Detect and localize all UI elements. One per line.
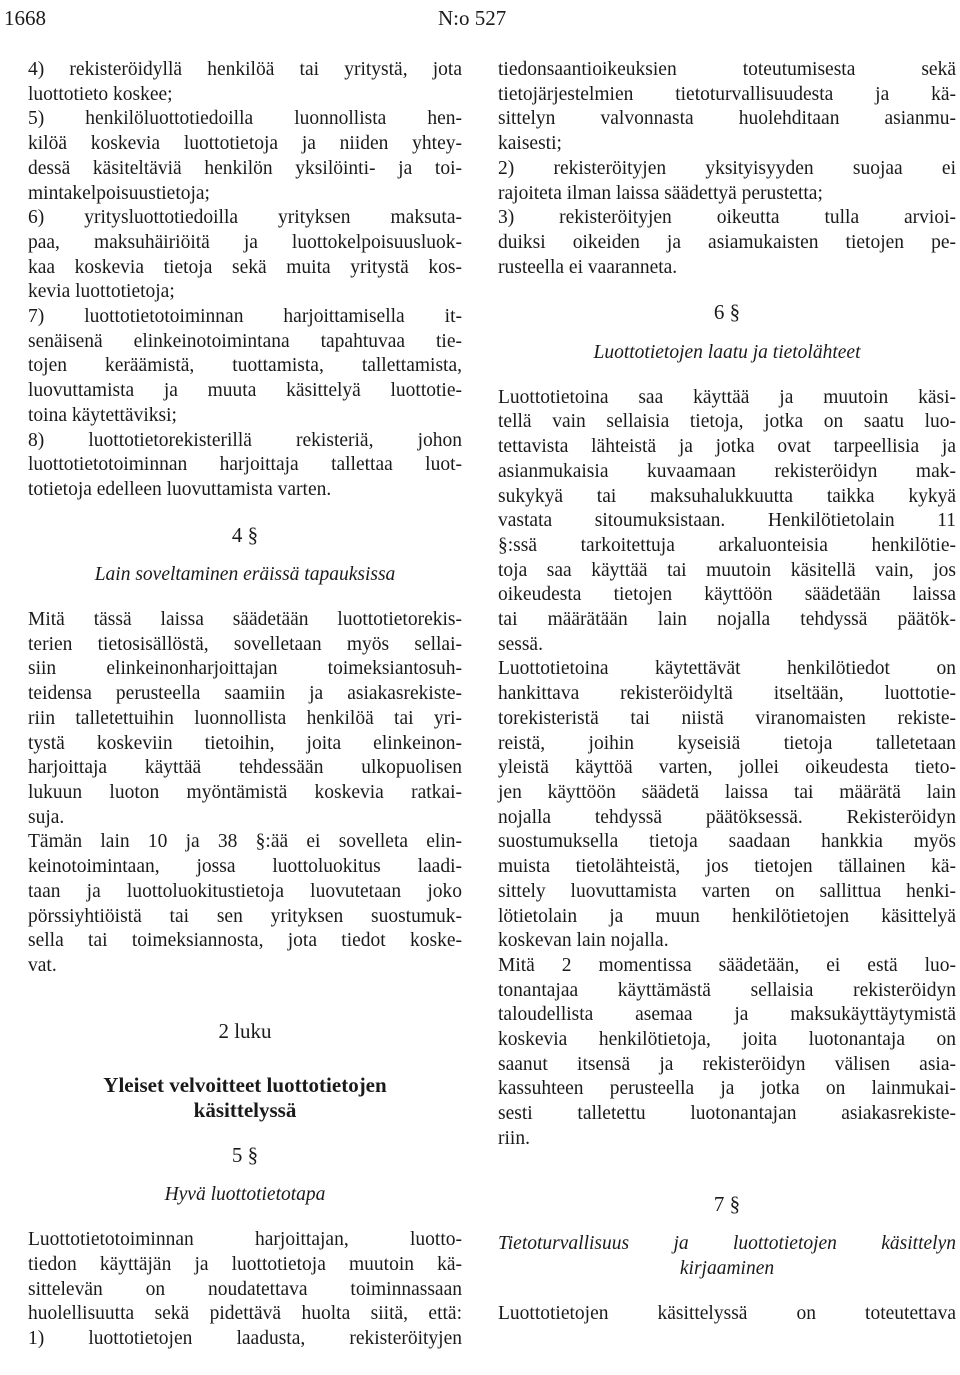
paragraph-line: pörssiyhtiöistä tai sen yrityksen suostumuk- (28, 905, 462, 927)
paragraph-line: mintakelpoisuustietoja; (28, 182, 210, 204)
paragraph-line: yleistä käyttöä varten, jollei oikeudesta tieto- (498, 757, 956, 779)
paragraph-line: siin elinkeinonharjoittajan toimeksiantosuh- (28, 658, 462, 680)
paragraph-line: 3) rekisteröityjen oikeutta tulla arvioi- (498, 207, 956, 229)
section-number: 7 § (713, 1191, 741, 1216)
paragraph-line: tettavista lähteistä ja jotka ovat tarpeellisia ja (498, 436, 956, 458)
section-number: 6 § (713, 300, 741, 325)
paragraph-line: Luottotietoina käytettävät henkilötiedot on (498, 658, 956, 680)
spacer (28, 1208, 462, 1228)
paragraph-line: oikeudesta tietojen käyttöön säädetään laissa (498, 584, 956, 606)
section-title: Luottotietojen laatu ja tietolähteet (593, 342, 861, 364)
spacer (498, 1216, 956, 1232)
paragraph-line: riin. (498, 1127, 530, 1149)
paragraph-line: Luottotietojen käsittelyssä on toteutettava (498, 1302, 956, 1324)
chapter-number: 2 luku (218, 1018, 272, 1043)
paragraph-line: rajoiteta ilman laissa säädettyä perustetta; (498, 182, 823, 204)
paragraph-line: sesti talletettu luotonantajan asiakasrekiste- (498, 1103, 956, 1125)
spacer (28, 1043, 462, 1073)
paragraph-line: huolellisuutta sekä pidettävä huolta siitä, että: (28, 1303, 462, 1325)
paragraph-line: luottotietotoiminnan harjoittaja tallettaa luot- (28, 454, 462, 476)
paragraph-line: lötietolain ja muun henkilötietojen käsittelyä (498, 905, 956, 927)
paragraph-line: harjoittaja käyttää tehdessään ulkopuolisen (28, 757, 462, 779)
paragraph-line: Tämän lain 10 ja 38 §:ää ei sovelleta elin- (28, 831, 462, 853)
spacer (498, 1152, 956, 1192)
paragraph-line: koskevia henkilötietoja, joita luotonantaja on (498, 1029, 956, 1051)
paragraph-line: tellä vain sellaisia tietoja, jotka on saatu luo- (498, 411, 956, 433)
paragraph-line: taloudellista asemaa ja maksukäyttäytymistä (498, 1004, 956, 1026)
paragraph-line: nojalla tehdyssä päätöksessä. Rekisteröidyn (498, 806, 956, 828)
paragraph-line: lukuun luoton myöntämistä koskevia ratkai- (28, 781, 462, 803)
paragraph-line: rusteella ei vaaranneta. (498, 256, 678, 278)
section-title: Lain soveltaminen eräissä tapauksissa (94, 564, 396, 586)
paragraph-line: hankittava rekisteröidyltä itseltään, luottotie- (498, 683, 956, 705)
section-title: Hyvä luottotietotapa (164, 1184, 326, 1206)
paragraph-line: 8) luottotietorekisterillä rekisteriä, johon (28, 429, 462, 451)
paragraph-line: torekisteristä tai niistä viranomaisten rekiste- (498, 707, 956, 729)
paragraph-line: luovuttamista ja muuta käsittelyä luottotie- (28, 380, 462, 402)
paragraph-line: sella tai toimeksiannosta, jota tiedot koske- (28, 930, 462, 952)
paragraph-line: senäisenä elinkeinotoimintana tapahtuvaa tie- (28, 330, 462, 352)
spacer (28, 547, 462, 563)
paragraph-line: Luottotietoina saa käyttää ja muutoin käsi- (498, 386, 956, 408)
paragraph-line: luottotieto koskee; (28, 83, 173, 105)
paragraph-line: tojen keräämistä, tuottamista, tallettamista, (28, 355, 462, 377)
paragraph-line: kaa koskevia tietoja sekä muita yritystä kos- (28, 256, 462, 278)
paragraph-line: sittelevän on noudatettava toiminnassaan (28, 1278, 462, 1300)
spacer (498, 280, 956, 300)
paragraph-line: §:ssä tarkoitettuja arkaluonteisia henkilötie- (498, 534, 956, 556)
paragraph-line: tietojärjestelmien tietoturvallisuudesta ja kä- (498, 83, 956, 105)
paragraph-line: asianmukaisia kuvaamaan rekisteröidyn mak- (498, 460, 956, 482)
paragraph-line: sukykyä tai maksuhalukkuutta taikka kykyä (498, 485, 956, 507)
spacer (28, 979, 462, 1019)
issue-number: N:o 527 (438, 6, 507, 30)
section-number: 4 § (231, 522, 259, 547)
left-column (28, 58, 462, 1352)
paragraph-line: paa, maksuhäiriöitä ja luottokelpoisuusluok- (28, 231, 462, 253)
paragraph-line: terien tietosisällöstä, sovelletaan myös sellai- (28, 633, 462, 655)
chapter-title: käsittelyssä (193, 1098, 297, 1123)
paragraph-line: muista tietolähteistä, jos tietojen tällainen kä- (498, 856, 956, 878)
paragraph-line: kassuhteen perusteella ja jotka on lainmukai- (498, 1078, 956, 1100)
paragraph-line: suja. (28, 806, 65, 828)
paragraph-line: reistä, joihin kyseisiä tietoja talletetaan (498, 732, 956, 754)
paragraph-line: sessä. (498, 633, 543, 655)
paragraph-line: 5) henkilöluottotiedoilla luonnollista hen- (28, 108, 462, 130)
paragraph-line: tystä koskeviin tietoihin, joita elinkeinon- (28, 732, 462, 754)
section-title: Tietoturvallisuus ja luottotietojen käsittelyn (498, 1233, 956, 1255)
paragraph-line: tiedon käyttäjän ja luottotietoja muutoin kä- (28, 1253, 462, 1275)
spacer (498, 325, 956, 341)
paragraph-line: duiksi oikeiden ja asiamukaisten tietojen pe- (498, 231, 956, 253)
paragraph-line: Luottotietotoiminnan harjoittajan, luotto- (28, 1229, 462, 1251)
spacer (28, 588, 462, 608)
paragraph-line: sittelyn valvonnasta huolehditaan asianmu- (498, 108, 956, 130)
paragraph-line: tiedonsaantioikeuksien toteutumisesta sekä (498, 59, 956, 80)
paragraph-line: saanut itsensä ja rekisteröidyn välisen asia- (498, 1053, 956, 1075)
page-number: 1668 (4, 6, 46, 30)
paragraph-line: Mitä 2 momentissa säädetään, ei estä luo- (498, 954, 956, 976)
paragraph-line: vat. (28, 954, 57, 976)
section-title: kirjaaminen (679, 1257, 775, 1279)
paragraph-line: tai määrätään lain nojalla tehdyssä päätök- (498, 609, 956, 631)
section-number: 5 § (231, 1142, 259, 1167)
paragraph-line: kilöä koskevia luottotietoja ja niiden yhtey- (28, 133, 462, 155)
paragraph-line: taan ja luottoluokitustietoja luovutetaan joko (28, 880, 462, 902)
paragraph-line: koskevan lain nojalla. (498, 930, 669, 952)
chapter-title: Yleiset velvoitteet luottotietojen (103, 1073, 387, 1098)
paragraph-line: Mitä tässä laissa säädetään luottotietorekis- (28, 609, 462, 631)
spacer (498, 1282, 956, 1302)
spacer (28, 503, 462, 523)
paragraph-line: 4) rekisteröidyllä henkilöä tai yritystä, jota (28, 59, 462, 80)
paragraph-line: kaisesti; (498, 133, 562, 155)
right-column (498, 58, 956, 1326)
paragraph-line: teidensa perusteella saamiin ja asiakasrekiste- (28, 683, 462, 705)
paragraph-line: tonantajaa käyttämästä sellaisia rekisteröidyn (498, 979, 956, 1001)
paragraph-line: dessä käsiteltäviä henkilön yksilöinti- ja toi- (28, 157, 462, 179)
paragraph-line: jen käyttöön säädetä laissa tai määrätä lain (498, 781, 956, 803)
paragraph-line: 6) yritysluottotiedoilla yrityksen maksuta- (28, 207, 462, 229)
paragraph-line: 1) luottotietojen laadusta, rekisteröityjen (28, 1327, 462, 1349)
paragraph-line: 7) luottotietotoiminnan harjoittamisella it- (28, 306, 462, 328)
paragraph-line: 2) rekisteröityjen yksityisyyden suojaa ei (498, 157, 956, 179)
spacer (498, 366, 956, 386)
paragraph-line: toina käytettäviksi; (28, 404, 177, 426)
paragraph-line: sittely luovuttamista varten on sallittua henki- (498, 880, 956, 902)
paragraph-line: riin talletettuihin luonnollista henkilöä tai yri- (28, 707, 462, 729)
paragraph-line: keinotoimintaan, jossa luottoluokitus laadi- (28, 856, 462, 878)
paragraph-line: vastata sitoumuksistaan. Henkilötietolain 11 (498, 510, 956, 532)
spacer (28, 1167, 462, 1183)
paragraph-line: suostumuksella tietoja saadaan hankkia myös (498, 831, 956, 853)
spacer (28, 1123, 462, 1143)
paragraph-line: totietoja edelleen luovuttamista varten. (28, 478, 332, 500)
paragraph-line: toja saa käyttää tai muutoin käsitellä vain, jos (498, 559, 956, 581)
paragraph-line: kevia luottotietoja; (28, 281, 175, 303)
